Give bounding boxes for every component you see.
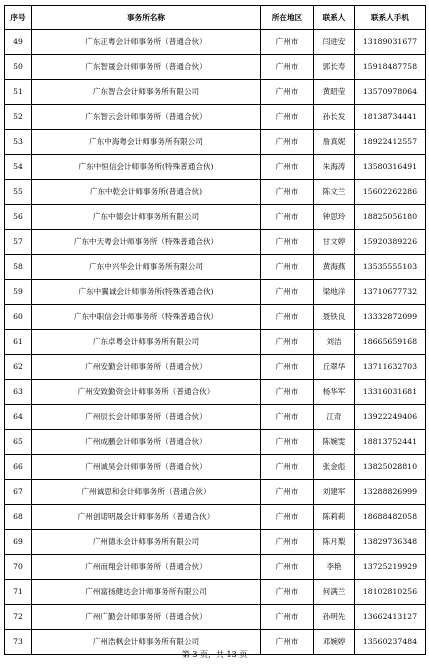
table-row [5,80,426,105]
table-row [5,155,426,180]
cell-contact: 詹真妮 [314,130,355,155]
cell-area: 广州市 [261,355,314,380]
cell-phone: 13288826999 [355,480,426,505]
cell-firm-name: 广州诚思和会计师事务所（普通合伙） [32,480,261,505]
cell-phone: 18102810256 [355,580,426,605]
cell-contact: 邓婉婷 [314,630,355,655]
cell-firm-name: 广州诚昊会计师事务所（普通合伙） [32,455,261,480]
cell-firm-name: 广州而翔会计师事务所（普通合伙） [32,555,261,580]
cell-contact: 张金彪 [314,455,355,480]
cell-firm-name: 广州辰长会计师事务所（普通合伙） [32,405,261,430]
table-row [5,255,426,280]
cell-firm-name: 广东智晟会计师事务所（普通合伙） [32,55,261,80]
cell-phone: 13922249406 [355,405,426,430]
cell-firm-name: 广州安致勤资会计师事务所（普通合伙） [32,380,261,405]
table-row [5,230,426,255]
cell-contact: 陈莉莉 [314,505,355,530]
cell-area: 广州市 [261,305,314,330]
table-row [5,30,426,55]
cell-no: 56 [5,205,32,230]
cell-contact: 刘建军 [314,480,355,505]
cell-area: 广州市 [261,605,314,630]
table-row [5,480,426,505]
cell-firm-name: 广东中德会计师事务所有限公司 [32,205,261,230]
cell-no: 57 [5,230,32,255]
cell-no: 51 [5,80,32,105]
cell-contact: 杨华军 [314,380,355,405]
table-row [5,580,426,605]
cell-no: 53 [5,130,32,155]
cell-firm-name: 广州富扬健达会计师事务所有限公司 [32,580,261,605]
cell-phone: 13560237484 [355,630,426,655]
table-row [5,380,426,405]
cell-area: 广州市 [261,255,314,280]
cell-phone: 13711632703 [355,355,426,380]
cell-contact: 孙长发 [314,105,355,130]
cell-phone: 13570978064 [355,80,426,105]
cell-area: 广州市 [261,555,314,580]
cell-area: 广州市 [261,380,314,405]
cell-contact: 黄海燕 [314,255,355,280]
cell-no: 71 [5,580,32,605]
cell-no: 58 [5,255,32,280]
cell-contact: 江奇 [314,405,355,430]
table-row [5,130,426,155]
cell-phone: 13189031677 [355,30,426,55]
cell-contact: 孙明先 [314,605,355,630]
cell-area: 广州市 [261,530,314,555]
cell-contact: 郭长寿 [314,55,355,80]
cell-no: 50 [5,55,32,80]
cell-no: 62 [5,355,32,380]
cell-firm-name: 广东中乾会计师事务所(普通合伙) [32,180,261,205]
cell-phone: 15602262286 [355,180,426,205]
cell-area: 广州市 [261,455,314,480]
cell-area: 广州市 [261,130,314,155]
cell-no: 63 [5,380,32,405]
cell-no: 70 [5,555,32,580]
cell-no: 69 [5,530,32,555]
header-area: 所在地区 [261,6,314,30]
cell-area: 广州市 [261,230,314,255]
header-firm-name: 事务所名称 [32,6,261,30]
page-footer: 第 3 页，共 13 页 [181,650,248,659]
cell-firm-name: 广州浩枫会计师事务所有限公司 [32,630,261,655]
cell-no: 73 [5,630,32,655]
table-row [5,530,426,555]
table-row [5,305,426,330]
table-row [5,455,426,480]
cell-firm-name: 广东智合会计师事务所有限公司 [32,80,261,105]
cell-contact: 丘翠华 [314,355,355,380]
cell-contact: 李艳 [314,555,355,580]
cell-area: 广州市 [261,55,314,80]
cell-phone: 18813752441 [355,430,426,455]
cell-phone: 13725219929 [355,555,426,580]
cell-firm-name: 广州广勤会计师事务所（普通合伙） [32,605,261,630]
cell-firm-name: 广东卓粤会计师事务所有限公司 [32,330,261,355]
cell-phone: 13829736348 [355,530,426,555]
cell-no: 55 [5,180,32,205]
table-row [5,430,426,455]
cell-area: 广州市 [261,30,314,55]
cell-firm-name: 广东中翼诚会计师事务所(特殊普通合伙) [32,280,261,305]
cell-phone: 18665659168 [355,330,426,355]
cell-area: 广州市 [261,580,314,605]
cell-area: 广州市 [261,155,314,180]
header-no: 序号 [5,6,32,30]
cell-no: 52 [5,105,32,130]
cell-area: 广州市 [261,430,314,455]
cell-phone: 15918487758 [355,55,426,80]
table-header [5,6,426,30]
cell-firm-name: 广东智云会计师事务所（普通合伙） [32,105,261,130]
cell-firm-name: 广州德永会计师事务所有限公司 [32,530,261,555]
cell-no: 61 [5,330,32,355]
cell-contact: 陈月梨 [314,530,355,555]
cell-no: 60 [5,305,32,330]
cell-area: 广州市 [261,480,314,505]
table-row [5,105,426,130]
cell-contact: 甘文婷 [314,230,355,255]
cell-no: 65 [5,430,32,455]
table-body [5,30,426,655]
cell-no: 66 [5,455,32,480]
cell-phone: 13825028810 [355,455,426,480]
cell-firm-name: 广东中恒信会计师事务所(特殊普通合伙) [32,155,261,180]
cell-area: 广州市 [261,205,314,230]
cell-phone: 18825056180 [355,205,426,230]
header-contact: 联系人 [314,6,355,30]
cell-no: 54 [5,155,32,180]
cell-phone: 13662413127 [355,605,426,630]
cell-phone: 13332872099 [355,305,426,330]
cell-phone: 15920389226 [355,230,426,255]
table-row [5,505,426,530]
cell-phone: 18138734441 [355,105,426,130]
cell-firm-name: 广东中兴华会计师事务所有限公司 [32,255,261,280]
cell-contact: 聂铁良 [314,305,355,330]
cell-phone: 13710677732 [355,280,426,305]
header-phone: 联系人手机 [355,6,426,30]
table-row [5,605,426,630]
cell-area: 广州市 [261,405,314,430]
cell-contact: 陈文兰 [314,180,355,205]
table-row [5,280,426,305]
cell-area: 广州市 [261,505,314,530]
cell-no: 49 [5,30,32,55]
cell-firm-name: 广州安勤会计师事务所（普通合伙） [32,355,261,380]
cell-firm-name: 广州成鹏会计师事务所（普通合伙） [32,430,261,455]
cell-firm-name: 广州创诺明晟会计师事务所（普通合伙） [32,505,261,530]
table-row [5,330,426,355]
cell-firm-name: 广东中职信会计师事务所（特殊普通合伙） [32,305,261,330]
cell-area: 广州市 [261,180,314,205]
cell-firm-name: 广东中海粤会计师事务所有限公司 [32,130,261,155]
cell-phone: 13580316491 [355,155,426,180]
table-row [5,555,426,580]
cell-area: 广州市 [261,105,314,130]
cell-no: 67 [5,480,32,505]
cell-contact: 闫进安 [314,30,355,55]
table-row [5,355,426,380]
cell-contact: 何满兰 [314,580,355,605]
cell-firm-name: 广东正粤会计师事务所（普通合伙） [32,30,261,55]
header-row [5,6,426,30]
cell-phone: 13535555103 [355,255,426,280]
cell-phone: 18688482058 [355,505,426,530]
cell-contact: 陈婉雯 [314,430,355,455]
table-row [5,205,426,230]
cell-contact: 黄昭莹 [314,80,355,105]
table-row [5,180,426,205]
cell-contact: 钟思玲 [314,205,355,230]
cell-no: 59 [5,280,32,305]
cell-phone: 18922412557 [355,130,426,155]
cell-no: 72 [5,605,32,630]
cell-area: 广州市 [261,80,314,105]
table-row [5,55,426,80]
cell-area: 广州市 [261,330,314,355]
cell-contact: 刘洁 [314,330,355,355]
cell-no: 64 [5,405,32,430]
cell-area: 广州市 [261,280,314,305]
cell-phone: 13316031681 [355,380,426,405]
cell-firm-name: 广东中天粤会计师事务所（特殊普通合伙） [32,230,261,255]
table-row [5,405,426,430]
firm-contact-table [4,5,426,655]
cell-contact: 朱海涛 [314,155,355,180]
cell-area: 广州市 [261,630,314,655]
cell-no: 68 [5,505,32,530]
cell-contact: 梁地洋 [314,280,355,305]
